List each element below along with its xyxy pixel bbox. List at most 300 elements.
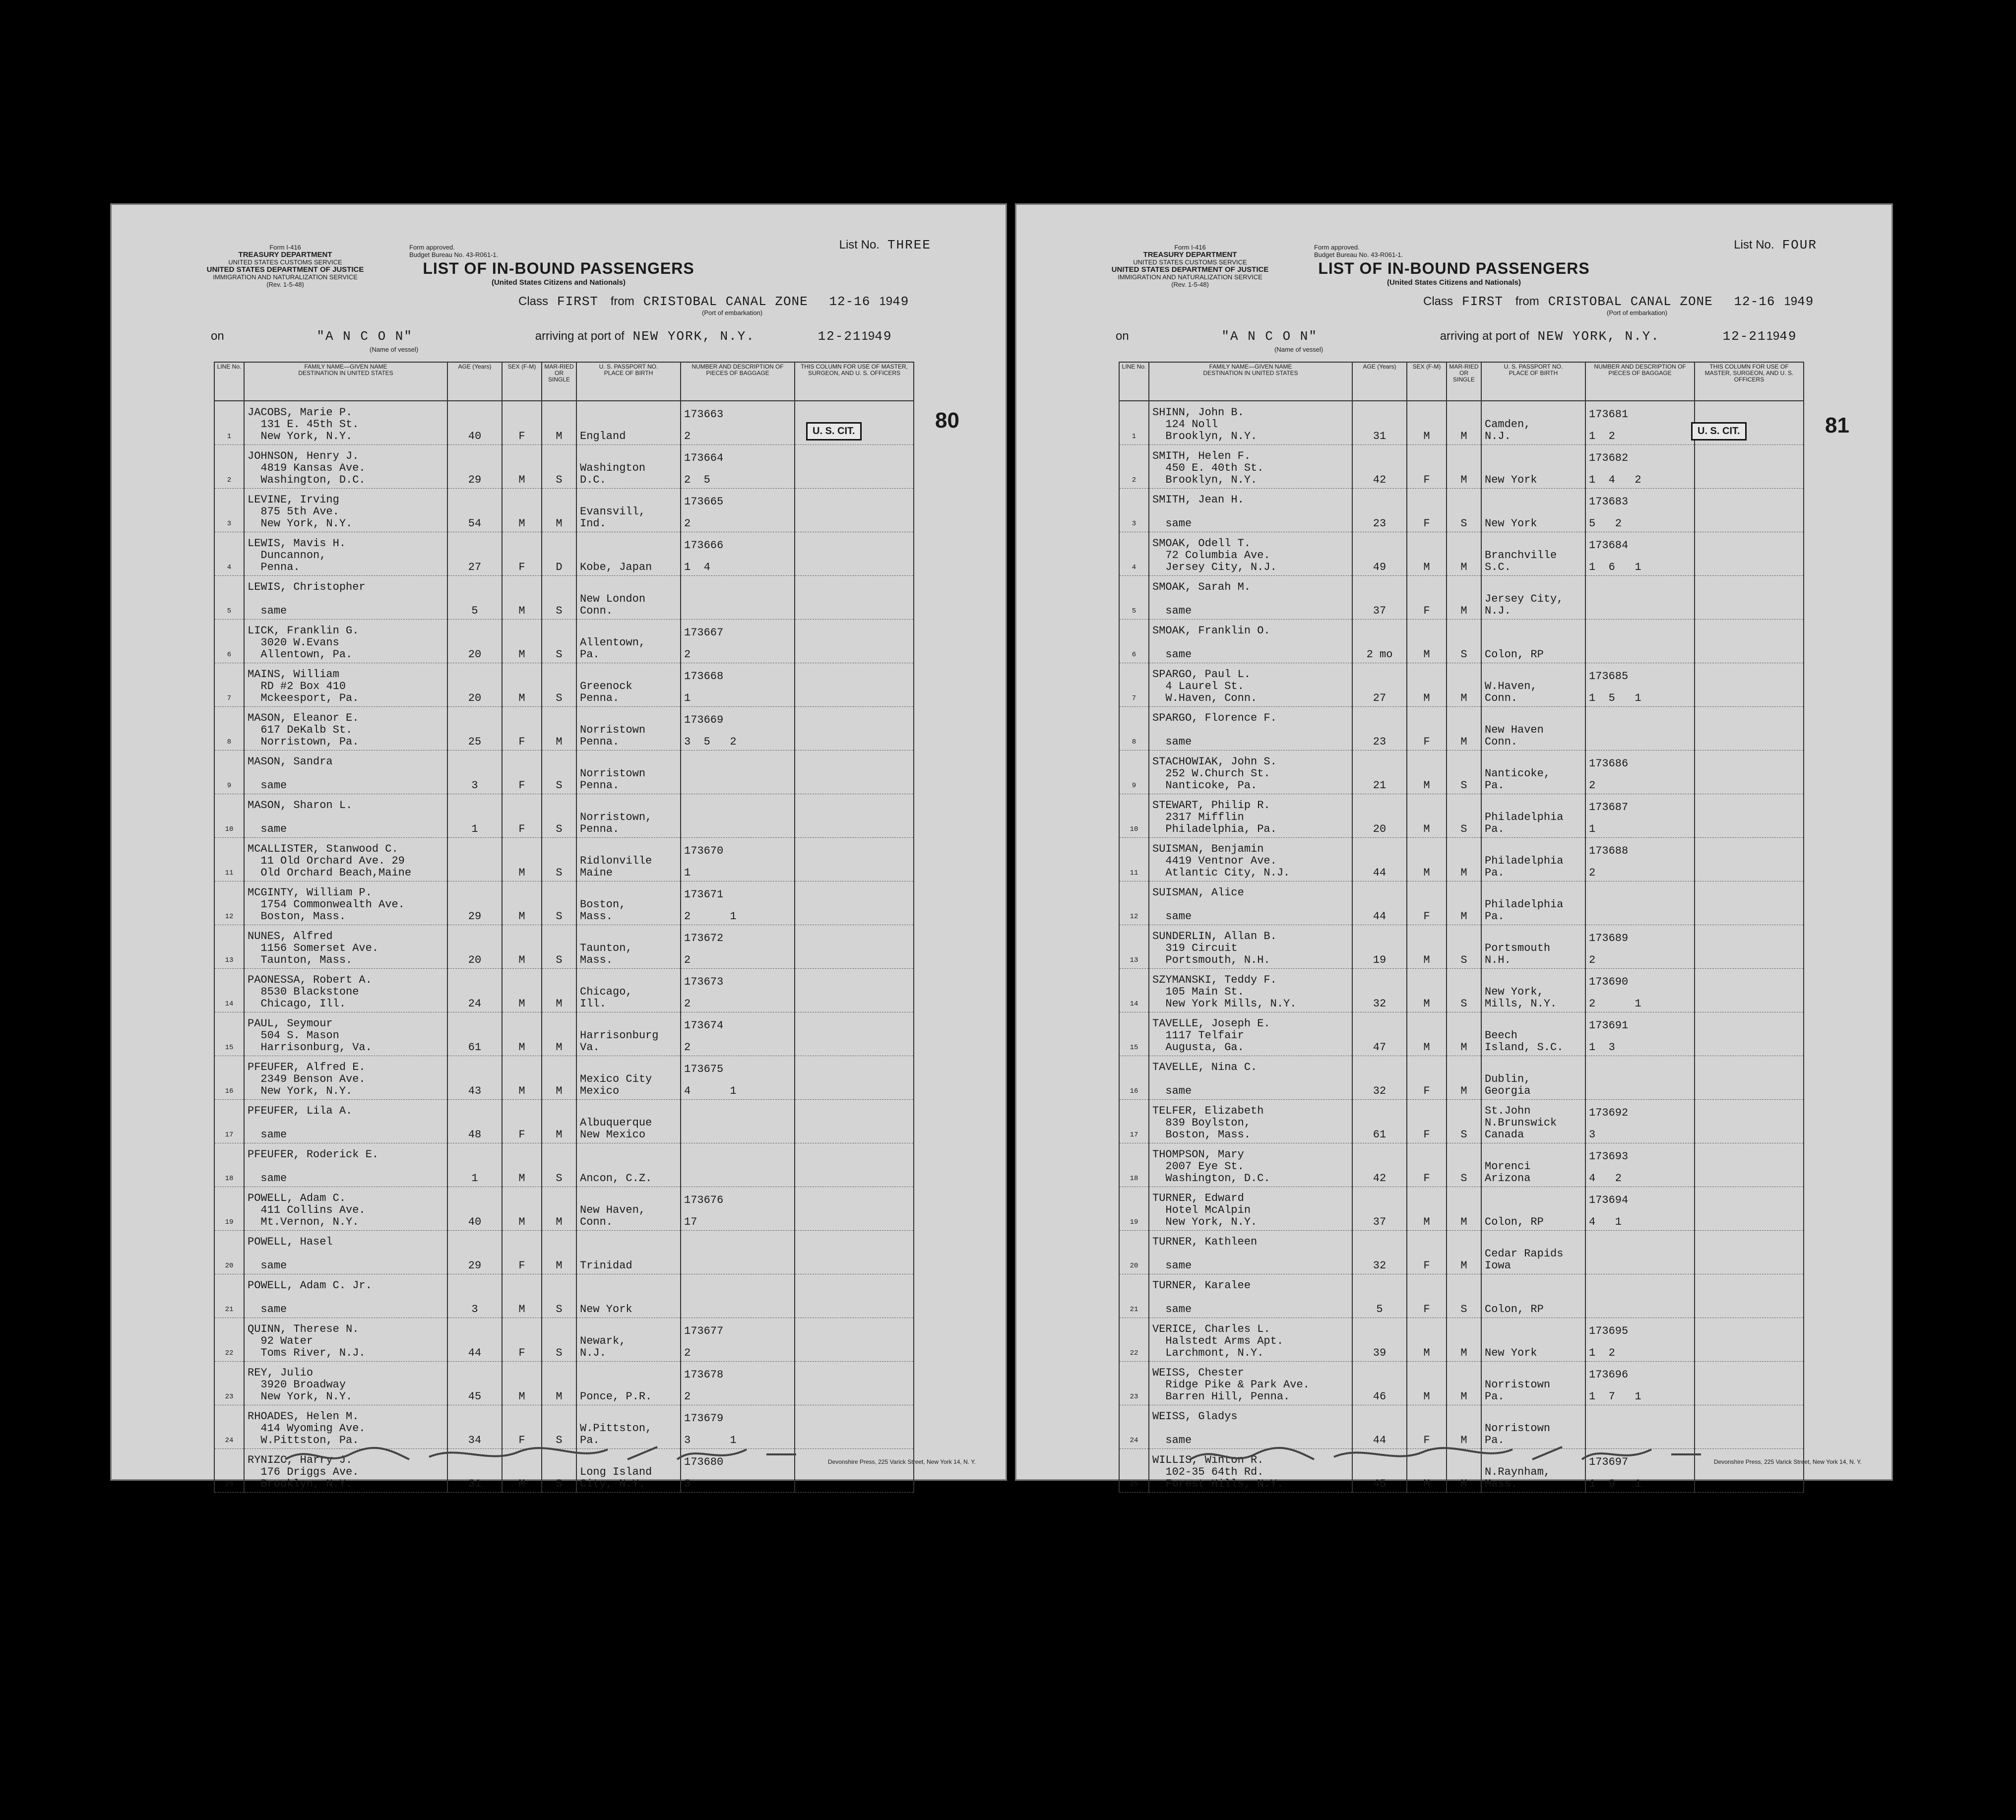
passenger-name-address: SHINN, John B. 124 Noll Brooklyn, N.Y.: [1149, 401, 1352, 445]
passenger-row: [1119, 1231, 1804, 1274]
col-name: FAMILY NAME—GIVEN NAME DESTINATION IN UNITED STATES: [244, 362, 447, 401]
place-of-birth: Ponce, P.R.: [576, 1362, 681, 1405]
marital-status: S: [542, 838, 576, 881]
passenger-name-address: LICK, Franklin G. 3020 W.Evans Allentown, Pa.: [244, 620, 447, 663]
passport-number: 173679: [684, 1412, 724, 1425]
passenger-row: [214, 1012, 914, 1056]
place-of-birth: Colon, RP: [1481, 1274, 1585, 1318]
passenger-name-address: SUISMAN, Alice same: [1149, 881, 1352, 925]
baggage: [1585, 1274, 1695, 1318]
col-married: MAR-RIED OR SINGLE: [542, 362, 576, 401]
from-label: from: [1515, 295, 1539, 308]
place-of-birth: Philadelphia Pa.: [1481, 838, 1585, 881]
baggage-count: 3: [684, 1478, 691, 1490]
age: 5: [447, 576, 502, 620]
vessel-name: "A N C O N": [316, 329, 413, 344]
line-number: 4: [1119, 532, 1149, 576]
line-number: 21: [214, 1274, 244, 1318]
passport-number: 173678: [684, 1369, 724, 1381]
col-officers: THIS COLUMN FOR USE OF MASTER, SURGEON, AND U. S. OFFICERS: [1695, 362, 1804, 401]
marital-status: S: [542, 751, 576, 794]
place-of-birth: Philadelphia Pa.: [1481, 794, 1585, 838]
passenger-name-address: THOMPSON, Mary 2007 Eye St. Washington, D.C.: [1149, 1143, 1352, 1187]
line-number: 11: [214, 838, 244, 881]
baggage-count: 2: [684, 954, 691, 966]
passenger-name-address: RHOADES, Helen M. 414 Wyoming Ave. W.Pittston, Pa.: [244, 1405, 447, 1449]
place-of-birth: Portsmouth N.H.: [1481, 925, 1585, 969]
baggage: [1585, 1056, 1695, 1100]
passenger-name-address: SZYMANSKI, Teddy F. 105 Main St. New York Mills, N.Y.: [1149, 969, 1352, 1012]
place-of-birth: New York, Mills, N.Y.: [1481, 969, 1585, 1012]
line-number: 5: [1119, 576, 1149, 620]
officers-notes: [1695, 881, 1804, 925]
marital-status: M: [1447, 707, 1481, 751]
sex: M: [1407, 532, 1447, 576]
place-of-birth: Newark, N.J.: [576, 1318, 681, 1362]
marital-status: M: [1447, 1231, 1481, 1274]
passenger-row: [1119, 1362, 1804, 1405]
sex: F: [1407, 881, 1447, 925]
arrival-date: 12-21: [818, 329, 862, 344]
line-number: 17: [214, 1100, 244, 1143]
place-of-birth: W.Pittston, Pa.: [576, 1405, 681, 1449]
baggage: [681, 489, 795, 532]
sex: F: [502, 751, 542, 794]
line-number: 2: [1119, 445, 1149, 489]
baggage-count: 4 1: [1589, 1216, 1622, 1228]
arrival-date: 12-21: [1722, 329, 1766, 344]
officers-notes: [1695, 663, 1804, 707]
marital-status: S: [1447, 969, 1481, 1012]
sex: F: [502, 707, 542, 751]
embark-caption: (Port of embarkation): [702, 309, 763, 316]
marital-status: M: [1447, 838, 1481, 881]
line-number: 17: [1119, 1100, 1149, 1143]
sex: M: [502, 489, 542, 532]
age: 20: [447, 663, 502, 707]
col-passport: U. S. PASSPORT NO. PLACE OF BIRTH: [576, 362, 681, 401]
passenger-name-address: JOHNSON, Henry J. 4819 Kansas Ave. Washington, D.C.: [244, 445, 447, 489]
budget-text: Budget Bureau No. 43-R061-1.: [1314, 251, 1403, 258]
passenger-row: [1119, 794, 1804, 838]
passenger-row: [214, 663, 914, 707]
officers-notes: [795, 1012, 914, 1056]
age: 40: [447, 401, 502, 445]
marital-status: S: [1447, 925, 1481, 969]
passenger-name-address: SMOAK, Sarah M. same: [1149, 576, 1352, 620]
sex: M: [502, 620, 542, 663]
approved-text: Form approved.: [1314, 244, 1360, 251]
arrival-year: 49: [875, 329, 892, 344]
manifest-sheet-left: [110, 203, 1007, 1490]
arriving-label: arriving at port of: [1440, 329, 1529, 343]
baggage: [681, 1100, 795, 1143]
marital-status: M: [542, 1012, 576, 1056]
baggage: [681, 838, 795, 881]
age: [447, 838, 502, 881]
age: 3: [447, 1274, 502, 1318]
sex: F: [1407, 576, 1447, 620]
marital-status: S: [1447, 794, 1481, 838]
class-value: FIRST: [1462, 294, 1504, 309]
baggage-count: 2: [684, 517, 691, 530]
age: 45: [447, 1362, 502, 1405]
baggage: [1585, 620, 1695, 663]
passenger-name-address: PFEUFER, Lila A. same: [244, 1100, 447, 1143]
baggage-count: 2: [684, 998, 691, 1010]
passenger-table: [214, 362, 914, 1493]
passenger-row: [214, 1231, 914, 1274]
age: 31: [1352, 401, 1407, 445]
baggage-count: 1 7 1: [1589, 1390, 1641, 1403]
line-number: 3: [214, 489, 244, 532]
class-label: Class: [1423, 295, 1453, 308]
marital-status: S: [542, 1274, 576, 1318]
passenger-row: [214, 925, 914, 969]
age: 44: [1352, 1405, 1407, 1449]
sex: M: [502, 445, 542, 489]
service-name: UNITED STATES CUSTOMS SERVICE: [1133, 258, 1247, 266]
age: 37: [1352, 1187, 1407, 1231]
age: 32: [1352, 969, 1407, 1012]
age: 5: [1352, 1274, 1407, 1318]
passenger-name-address: MCGINTY, William P. 1754 Commonwealth Ave. Boston, Mass.: [244, 881, 447, 925]
justice-department: UNITED STATES DEPARTMENT OF JUSTICE: [1111, 265, 1269, 274]
vessel-line: [1116, 329, 1862, 344]
place-of-birth: Jersey City, N.J.: [1481, 576, 1585, 620]
line-number: 6: [214, 620, 244, 663]
passenger-row: [1119, 532, 1804, 576]
place-of-birth: Norristown Penna.: [576, 707, 681, 751]
baggage: [1585, 445, 1695, 489]
passport-number: 173693: [1589, 1150, 1629, 1163]
officers-notes: [795, 1143, 914, 1187]
marital-status: M: [542, 1100, 576, 1143]
col-sex: SEX (F-M): [1407, 362, 1447, 401]
officers-notes: [1695, 1274, 1804, 1318]
age: 1: [447, 1143, 502, 1187]
officers-notes: [795, 1318, 914, 1362]
line-number: 23: [214, 1362, 244, 1405]
sex: M: [502, 1449, 542, 1493]
place-of-birth: New London Conn.: [576, 576, 681, 620]
place-of-birth: St.John N.Brunswick Canada: [1481, 1100, 1585, 1143]
passenger-name-address: TURNER, Kathleen same: [1149, 1231, 1352, 1274]
officers-notes: [795, 838, 914, 881]
baggage: [1585, 838, 1695, 881]
embark-caption: (Port of embarkation): [1607, 309, 1668, 316]
list-number-value: THREE: [887, 238, 931, 252]
line-number: 24: [1119, 1405, 1149, 1449]
officers-notes: [795, 1056, 914, 1100]
passenger-row: [214, 576, 914, 620]
officers-notes: [795, 1274, 914, 1318]
passenger-name-address: MCALLISTER, Stanwood C. 11 Old Orchard Ave. 29 Old Orchard Beach,Maine: [244, 838, 447, 881]
officers-notes: [1695, 1100, 1804, 1143]
passenger-row: [1119, 1318, 1804, 1362]
passport-number: 173669: [684, 714, 724, 726]
place-of-birth: Cedar Rapids Iowa: [1481, 1231, 1585, 1274]
sex: F: [1407, 1274, 1447, 1318]
passport-number: 173665: [684, 496, 724, 508]
passport-number: 173683: [1589, 496, 1629, 508]
baggage-count: 1 2: [1589, 1347, 1615, 1359]
ins-name: IMMIGRATION AND NATURALIZATION SERVICE: [213, 273, 358, 281]
year-prefix: 19: [861, 329, 875, 343]
place-of-birth: Kobe, Japan: [576, 532, 681, 576]
passenger-row: [1119, 1143, 1804, 1187]
col-married: MAR-RIED OR SINGLE: [1447, 362, 1481, 401]
passenger-name-address: JACOBS, Marie P. 131 E. 45th St. New York, N.Y.: [244, 401, 447, 445]
age: 45: [1352, 1449, 1407, 1493]
baggage-count: 2: [684, 648, 691, 661]
age: 40: [447, 1187, 502, 1231]
age: 43: [447, 1056, 502, 1100]
marital-status: S: [1447, 1100, 1481, 1143]
line-number: 7: [1119, 663, 1149, 707]
passport-number: 173677: [684, 1325, 724, 1337]
vessel-caption: (Name of vessel): [1274, 346, 1323, 353]
baggage: [1585, 1362, 1695, 1405]
passenger-name-address: POWELL, Adam C. Jr. same: [244, 1274, 447, 1318]
place-of-birth: New York: [1481, 489, 1585, 532]
line-number: 15: [214, 1012, 244, 1056]
baggage: [1585, 1012, 1695, 1056]
place-of-birth: Norristown Pa.: [1481, 1405, 1585, 1449]
from-value: CRISTOBAL CANAL ZONE: [1548, 294, 1713, 309]
marital-status: S: [542, 881, 576, 925]
marital-status: M: [1447, 445, 1481, 489]
sex: M: [502, 1362, 542, 1405]
passenger-row: [1119, 663, 1804, 707]
passport-number: 173668: [684, 670, 724, 683]
passenger-name-address: POWELL, Adam C. 411 Collins Ave. Mt.Vernon, N.Y.: [244, 1187, 447, 1231]
place-of-birth: Norristown Penna.: [576, 751, 681, 794]
approval-note: [409, 244, 498, 258]
place-of-birth: Greenock Penna.: [576, 663, 681, 707]
passenger-name-address: MASON, Sandra same: [244, 751, 447, 794]
year-prefix: 19: [1766, 329, 1780, 343]
passenger-name-address: WILLIS, Winton R. 102-35 64th Rd. Forest Hills, N.Y.: [1149, 1449, 1352, 1493]
passenger-row: [214, 489, 914, 532]
passport-number: 173667: [684, 627, 724, 639]
passenger-row: [214, 620, 914, 663]
line-number: 19: [214, 1187, 244, 1231]
passenger-row: [214, 969, 914, 1012]
officers-notes: [795, 489, 914, 532]
passenger-name-address: PAUL, Seymour 504 S. Mason Harrisonburg, Va.: [244, 1012, 447, 1056]
marital-status: M: [1447, 1449, 1481, 1493]
baggage: [681, 663, 795, 707]
line-number: 7: [214, 663, 244, 707]
baggage: [1585, 751, 1695, 794]
passport-number: 173674: [684, 1019, 724, 1032]
col-baggage: NUMBER AND DESCRIPTION OF PIECES OF BAGGAGE: [1585, 362, 1695, 401]
place-of-birth: Allentown, Pa.: [576, 620, 681, 663]
line-number: 14: [1119, 969, 1149, 1012]
sex: M: [1407, 1187, 1447, 1231]
baggage: [1585, 1100, 1695, 1143]
officers-notes: [1695, 445, 1804, 489]
sex: M: [502, 576, 542, 620]
place-of-birth: New York: [576, 1274, 681, 1318]
passenger-row: [1119, 838, 1804, 881]
line-number: 15: [1119, 1012, 1149, 1056]
line-number: 24: [214, 1405, 244, 1449]
passenger-row: [214, 1187, 914, 1231]
age: 23: [1352, 489, 1407, 532]
passenger-name-address: LEVINE, Irving 875 5th Ave. New York, N.Y.: [244, 489, 447, 532]
officers-notes: [795, 1362, 914, 1405]
sex: M: [502, 1143, 542, 1187]
baggage-count: 2 5: [684, 474, 710, 486]
arrival-port: NEW YORK, N.Y.: [632, 329, 755, 344]
passenger-row: [1119, 1056, 1804, 1100]
age: 47: [1352, 1012, 1407, 1056]
passport-number: 173671: [684, 888, 724, 901]
passenger-name-address: PFEUFER, Roderick E. same: [244, 1143, 447, 1187]
marital-status: S: [542, 663, 576, 707]
passenger-name-address: TELFER, Elizabeth 839 Boylston, Boston, Mass.: [1149, 1100, 1352, 1143]
marital-status: M: [1447, 1056, 1481, 1100]
passenger-name-address: REY, Julio 3920 Broadway New York, N.Y.: [244, 1362, 447, 1405]
passport-number: 173666: [684, 539, 724, 552]
sex: M: [1407, 969, 1447, 1012]
marital-status: S: [542, 1143, 576, 1187]
marital-status: M: [542, 707, 576, 751]
passenger-row: [1119, 1274, 1804, 1318]
marital-status: S: [1447, 620, 1481, 663]
age: 21: [1352, 751, 1407, 794]
list-number-label: List No.: [839, 238, 880, 251]
baggage: [681, 1143, 795, 1187]
officers-notes: [1695, 925, 1804, 969]
age: 37: [1352, 576, 1407, 620]
baggage: [681, 1362, 795, 1405]
from-date: 12-16: [829, 294, 871, 309]
marital-status: M: [542, 1362, 576, 1405]
baggage-count: 5 2: [1589, 517, 1622, 530]
officers-notes: [795, 969, 914, 1012]
baggage: [1585, 707, 1695, 751]
us-citizen-stamp: U. S. CIT.: [1691, 422, 1747, 440]
baggage: [681, 925, 795, 969]
col-passport: U. S. PASSPORT NO. PLACE OF BIRTH: [1481, 362, 1585, 401]
passenger-name-address: SPARGO, Paul L. 4 Laurel St. W.Haven, Conn.: [1149, 663, 1352, 707]
passenger-name-address: POWELL, Hasel same: [244, 1231, 447, 1274]
officers-notes: [795, 794, 914, 838]
baggage: [681, 969, 795, 1012]
passenger-row: [1119, 751, 1804, 794]
baggage-count: 4 2: [1589, 1172, 1622, 1185]
place-of-birth: Beech Island, S.C.: [1481, 1012, 1585, 1056]
marital-status: S: [542, 925, 576, 969]
sex: F: [1407, 1405, 1447, 1449]
passenger-row: [1119, 881, 1804, 925]
from-value: CRISTOBAL CANAL ZONE: [643, 294, 808, 309]
sex: M: [502, 1274, 542, 1318]
place-of-birth: Norristown, Penna.: [576, 794, 681, 838]
revision: (Rev. 1-5-48): [266, 281, 304, 288]
passport-number: 173695: [1589, 1325, 1629, 1337]
baggage-count: 2 1: [684, 910, 737, 923]
department-name: TREASURY DEPARTMENT: [1143, 251, 1237, 259]
col-line: LINE No.: [214, 362, 244, 401]
place-of-birth: Ancon, C.Z.: [576, 1143, 681, 1187]
arrival-port: NEW YORK, N.Y.: [1537, 329, 1660, 344]
on-label: on: [211, 329, 224, 343]
officers-notes: [1695, 532, 1804, 576]
arriving-label: arriving at port of: [535, 329, 625, 343]
from-year: 49: [892, 294, 909, 309]
marital-status: D: [542, 532, 576, 576]
baggage: [1585, 532, 1695, 576]
passenger-table: [1119, 362, 1804, 1493]
place-of-birth: Norristown Pa.: [1481, 1362, 1585, 1405]
passenger-name-address: TURNER, Edward Hotel McAlpin New York, N.Y.: [1149, 1187, 1352, 1231]
passport-number: 173691: [1589, 1019, 1629, 1032]
place-of-birth: Harrisonburg Va.: [576, 1012, 681, 1056]
line-number: 8: [1119, 707, 1149, 751]
officers-notes: [795, 532, 914, 576]
age: 42: [1352, 445, 1407, 489]
age: 20: [447, 925, 502, 969]
place-of-birth: Boston, Mass.: [576, 881, 681, 925]
line-number: 3: [1119, 489, 1149, 532]
baggage: [1585, 1143, 1695, 1187]
line-number: 18: [214, 1143, 244, 1187]
sex: M: [1407, 1362, 1447, 1405]
place-of-birth: Mexico City Mexico: [576, 1056, 681, 1100]
place-of-birth: Long Island City, N.Y.: [576, 1449, 681, 1493]
passenger-row: [1119, 1012, 1804, 1056]
baggage: [1585, 1187, 1695, 1231]
marital-status: M: [1447, 881, 1481, 925]
passport-number: 173688: [1589, 845, 1629, 857]
department-name: TREASURY DEPARTMENT: [238, 251, 332, 259]
age: 39: [1352, 1318, 1407, 1362]
sex: F: [502, 1100, 542, 1143]
officers-notes: [795, 576, 914, 620]
place-of-birth: Colon, RP: [1481, 1187, 1585, 1231]
list-number: [839, 238, 931, 252]
marital-status: S: [1447, 751, 1481, 794]
baggage: [681, 620, 795, 663]
baggage: [681, 1056, 795, 1100]
officers-notes: [1695, 489, 1804, 532]
baggage-count: 2: [684, 1390, 691, 1403]
marital-status: M: [542, 489, 576, 532]
officers-notes: [1695, 1056, 1804, 1100]
place-of-birth: Branchville S.C.: [1481, 532, 1585, 576]
passenger-row: [214, 1362, 914, 1405]
page-title: LIST OF IN-BOUND PASSENGERS: [1318, 259, 1590, 277]
officers-notes: [1695, 1187, 1804, 1231]
page-title: LIST OF IN-BOUND PASSENGERS: [423, 259, 694, 277]
form-number: Form I-416: [1174, 244, 1206, 251]
line-number: 25: [1119, 1449, 1149, 1493]
sex: M: [502, 881, 542, 925]
class-line: [1423, 294, 1814, 309]
age: 32: [1352, 1231, 1407, 1274]
passenger-name-address: TAVELLE, Nina C. same: [1149, 1056, 1352, 1100]
passenger-row: [214, 881, 914, 925]
marital-status: S: [542, 794, 576, 838]
passport-number: 173680: [684, 1456, 724, 1468]
baggage-count: 1 5 1: [1589, 692, 1641, 704]
baggage: [1585, 576, 1695, 620]
officers-notes: [1695, 751, 1804, 794]
